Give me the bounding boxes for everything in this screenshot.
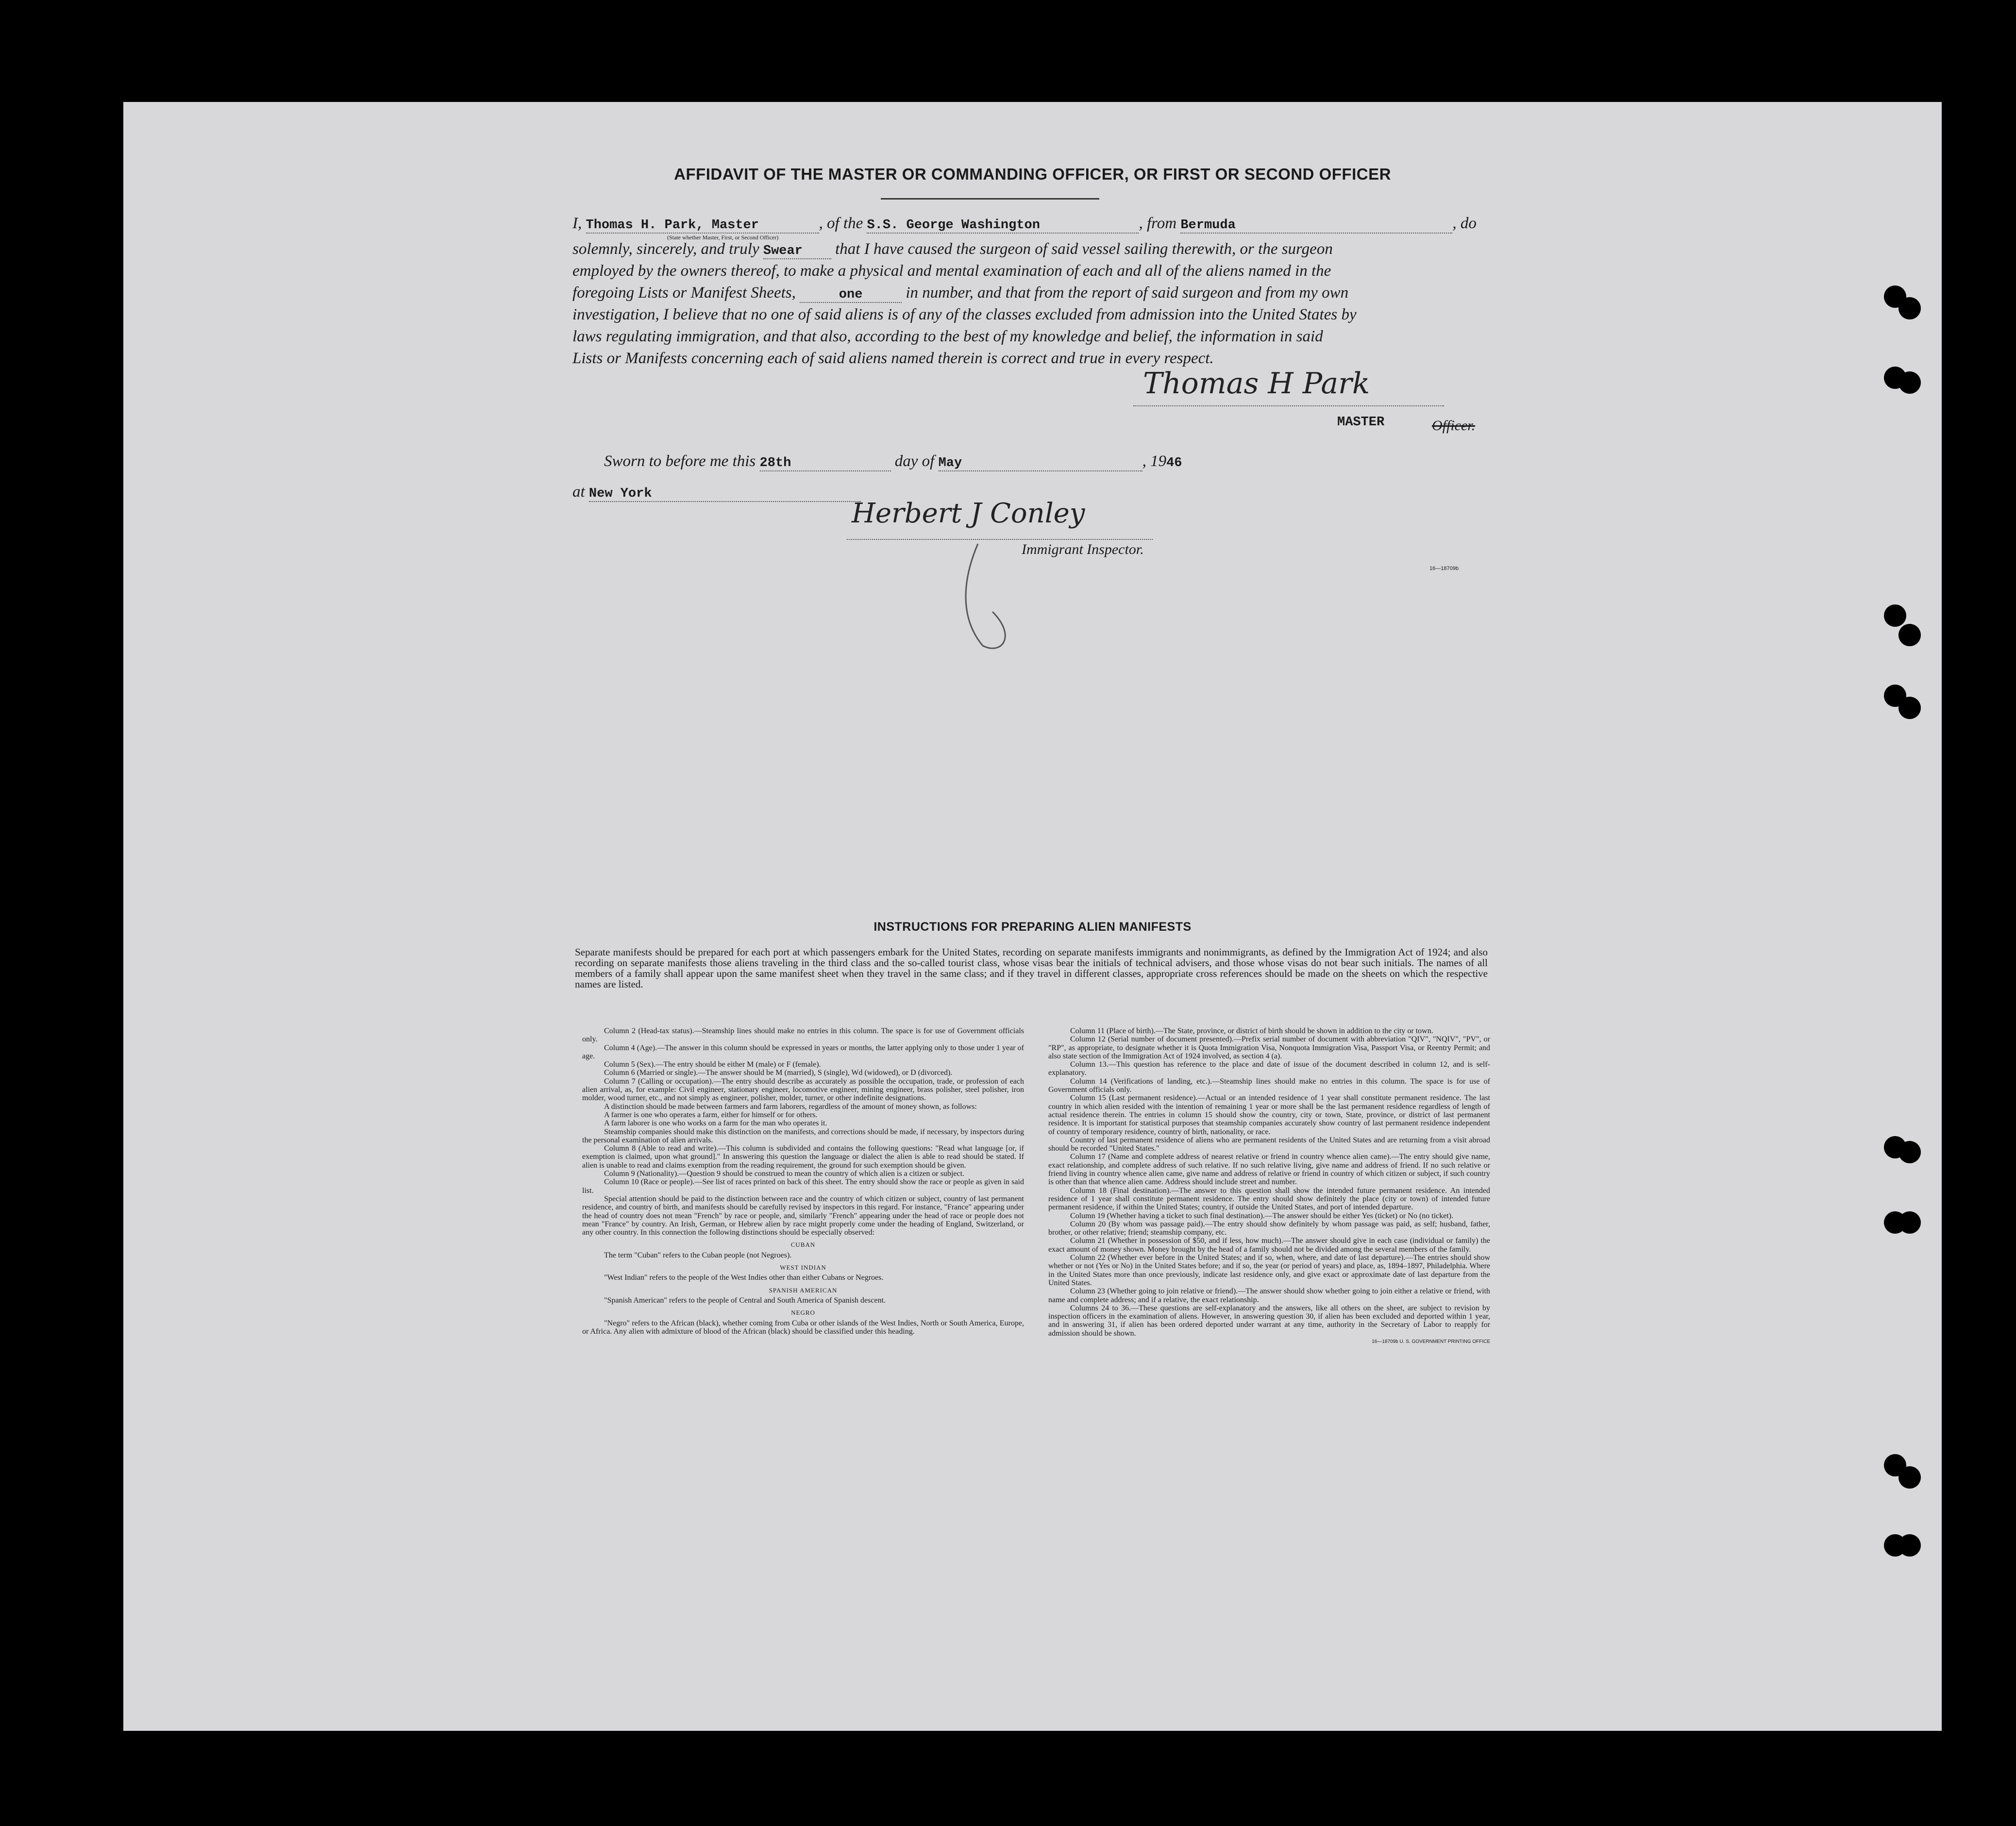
cuban-definition: The term "Cuban" refers to the Cuban people (not Negroes).: [604, 1251, 792, 1259]
instruction-paragraph: Columns 24 to 36.—These questions are self-explanatory and the answers, like all others on the sheet, are subject to revision by inspection officers in the examination of aliens. However, in answering question 30, if alien has been excluded and deported within 1 year, and in answering 31, if alien has been ordered deported under warrant at any time, authority in the Secretary of Labor to reapply for admission should be shown.: [1048, 1304, 1490, 1338]
master-signature: Thomas H Park: [1143, 367, 1370, 401]
instruction-paragraph: A farm laborer is one who works on a farm for the man who operates it.: [604, 1119, 827, 1128]
affidavit-line-1: [572, 215, 1477, 234]
officer-struck: Officer.: [1432, 418, 1476, 434]
inspector-signature: Herbert J Conley: [852, 498, 1085, 529]
instructions-right-column: [1048, 1027, 1490, 1346]
instruction-paragraph: Column 11 (Place of birth).—The State, province, or district of birth should be shown in addition to the city or town.: [1070, 1027, 1433, 1035]
instruction-paragraph: Column 4 (Age).—The answer in this column should be expressed in years or months, the latter applying only to those under 1 year of age.: [582, 1043, 1024, 1060]
spanish-american-definition: "Spanish American" refers to the people of Central and South America of Spanish descent.: [604, 1296, 886, 1305]
manifest-sheets-label: foregoing Lists or Manifest Sheets,: [572, 284, 796, 302]
instruction-paragraph: Column 10 (Race or people).—See list of races printed on back of this sheet. The entry should show the race or people as given in said list.: [582, 1178, 1024, 1195]
instruction-paragraph: Column 8 (Able to read and write).—This column is subdivided and contains the following questions: "Read what language [or, if exemption is claimed, upon what ground]." In answering this question the language or dialect the alien is able to read should be stated. If alien is unable to read and claims exemption from the reading requirement, the ground for such exemption should be given.: [582, 1144, 1024, 1170]
affidavit-text-1: that I have caused the surgeon of said vessel sailing therewith, or the surgeon: [835, 240, 1333, 258]
oath-type: Swear: [763, 244, 803, 258]
affidavit-line-5: investigation, I believe that no one of said aliens is of any of the classes excluded from admission into the United States by: [572, 306, 1357, 323]
sheet-count: one: [839, 287, 863, 302]
instruction-paragraph: A distinction should be made between farmers and farm laborers, regardless of the amount of money shown, as follows:: [604, 1102, 977, 1111]
sworn-line: [604, 452, 1182, 471]
sworn-month: May: [938, 456, 962, 470]
affidavit-line-2: [572, 240, 1333, 259]
instruction-paragraph: Column 22 (Whether ever before in the United States; and if so, when, where, and date of last departure).—The entries should show whether or not (Yes or No) in the United States before; and if so, the year (or period of years) and place, as, 1894–1897, Philadelphia. Where in the United States more than once previously, indicate last residence only, and give exact or approximate date of last departure from the United States.: [1048, 1254, 1490, 1287]
instruction-paragraph: Column 20 (By whom was passage paid).—The entry should show definitely by whom passage was paid, as self; husband, father, brother, or other relative; friend; steamship company, etc.: [1048, 1220, 1490, 1237]
heading-west-indian: WEST INDIAN: [780, 1264, 826, 1272]
officer-rank-note: (State whether Master, First, or Second Officer): [667, 234, 779, 241]
instruction-paragraph: Column 5 (Sex).—The entry should be either M (male) or F (female).: [604, 1060, 821, 1069]
master-name: Thomas H. Park, Master: [586, 218, 759, 233]
instruction-paragraph: Column 19 (Whether having a ticket to such final destination).—The answer should be either Yes (ticket) or No (no ticket).: [1070, 1211, 1454, 1220]
inspector-line: [847, 539, 1153, 540]
instruction-paragraph: Column 7 (Calling or occupation).—The entry should describe as accurately as possible the occupation, trade, or profession of each alien arrival, as, for example: Civil engineer, stationary engineer, locomotive engineer, mining engineer, brass polisher, steel polisher, iron molder, wood turner, etc., and not simply as engineer, polisher, molder, turner, or other indefinite designations.: [582, 1077, 1024, 1103]
affidavit-line-7: Lists or Manifests concerning each of said aliens named therein is correct and true in every respect.: [572, 350, 1214, 367]
sworn-place-line: [572, 483, 861, 502]
instructions-intro: Separate manifests should be prepared for each port at which passengers embark for the United States, recording on separate manifests immigrants and nonimmigrants, as defined by the Immigration Act of 1924; and also recording on separate manifests those aliens traveling in the third class and the so-called tourist class, whose visas bear the initials of technical advisers, and those whose visas do not bear such initials. The names of all members of a family shall appear upon the same manifest sheet when they travel in the same class; and if they travel in different classes, appropriate cross references should be made on the sheets on which the respective names are listed.: [575, 946, 1488, 990]
punch-hole: [1884, 604, 1906, 627]
affidavit-line-3: employed by the owners thereof, to make a physical and mental examination of each and all of the aliens named in the: [572, 262, 1331, 280]
at-label: at: [572, 483, 585, 501]
sworn-day: 28th: [759, 456, 791, 470]
affidavit-line-4: [572, 284, 1348, 303]
sworn-year: 46: [1166, 456, 1182, 470]
instructions-left-column: [582, 1027, 1024, 1336]
instruction-paragraph: Column 14 (Verifications of landing, etc.).—Steamship lines should make no entries in this column. The space is for use of Government officials only.: [1048, 1077, 1490, 1094]
punch-hole: [1898, 371, 1921, 394]
instruction-paragraph: Column 17 (Name and complete address of nearest relative or friend in country whence alien came).—The entry should give name, exact relationship, and complete address of such relative. If no such relative living, give name and address of friend. If no such relative or friend living in country whence alien came, give name and address of relative or friend in country of which citizen or subject, if such country is other than that whence alien came. Address should include street and number.: [1048, 1153, 1490, 1187]
day-of-label: day of: [894, 452, 935, 470]
sworn-place: New York: [588, 486, 652, 501]
affidavit-i: I,: [572, 215, 582, 232]
sworn-label: Sworn to before me this: [604, 452, 756, 470]
solemnly-label: solemnly, sincerely, and truly: [572, 240, 759, 258]
heading-spanish-american: SPANISH AMERICAN: [769, 1286, 838, 1294]
instruction-paragraph: Special attention should be paid to the distinction between race and the country of which citizen or subject, country of last permanent residence, and country of birth, and manifests should be carefully revised by inspectors in this regard. For instance, "France" appearing under the head of country does not mean "French" by race or people, and, similarly "French" appearing under the head of race or people does not mean "France" by country. An Irish, German, or Hebrew alien by race might properly come under the heading of England, Switzerland, or any other country. In this connection the following distinctions should be especially observed:: [582, 1194, 1024, 1237]
instruction-paragraph: Column 23 (Whether going to join relative or friend).—The answer should show whether going to join either a relative or friend, with name and complete address; and if a relative, the exact relationship.: [1048, 1287, 1490, 1304]
heading-cuban: CUBAN: [790, 1241, 816, 1249]
inspector-title: Immigrant Inspector.: [1022, 541, 1144, 557]
title-underline: [881, 198, 1099, 200]
punch-hole: [1898, 1534, 1921, 1557]
vessel-name: S.S. George Washington: [867, 218, 1040, 233]
instruction-paragraph: Steamship companies should make this distinction on the manifests, and corrections should be made, if necessary, by inspectors during the personal examination of alien arrivals.: [582, 1127, 1024, 1144]
instructions-title: INSTRUCTIONS FOR PREPARING ALIEN MANIFESTS: [874, 920, 1192, 934]
signature-flourish: [949, 539, 1017, 655]
signature-line: [1133, 405, 1444, 406]
west-indian-definition: "West Indian" refers to the people of the West Indies other than either Cubans or Negroes.: [604, 1273, 884, 1282]
punch-hole: [1898, 297, 1921, 319]
affidavit-line-6: laws regulating immigration, and that also, according to the best of my knowledge and belief, the information in said: [572, 328, 1323, 345]
do-label: , do: [1452, 215, 1477, 232]
form-number: 16—18709b: [1429, 566, 1459, 571]
heading-negro: NEGRO: [791, 1309, 815, 1317]
instruction-paragraph: Column 18 (Final destination).—The answer to this question shall show the intended future permanent residence. An intended residence of 1 year shall constitute permanent residence. The entry should show definitely the place (city or town) of intended future permanent residence, if within the United States; country, if outside the United States, and port of intended departure.: [1048, 1186, 1490, 1212]
negro-definition: "Negro" refers to the African (black), whether coming from Cuba or other islands of the West Indies, North or South America, Europe, or Africa. Any alien with admixture of blood of the African (black) should be classified under this heading.: [582, 1319, 1024, 1336]
instruction-paragraph: Column 9 (Nationality).—Question 9 should be construed to mean the country of which alien is a citizen or subject.: [604, 1170, 965, 1178]
punch-hole: [1898, 1211, 1921, 1234]
instruction-paragraph: Column 21 (Whether in possession of $50, and if less, how much).—The answer should give in each case (individual or family) the exact amount of money shown. Money brought by the head of a family should not be divided among the several members of the family.: [1048, 1237, 1490, 1254]
punch-hole: [1898, 1466, 1921, 1489]
punch-hole: [1898, 624, 1921, 646]
printing-office-footer: 16—18709b U. S. GOVERNMENT PRINTING OFFICE: [1372, 1339, 1490, 1344]
manifest-sheets-text: in number, and that from the report of said surgeon and from my own: [906, 284, 1349, 302]
of-the-label: , of the: [819, 215, 863, 232]
instruction-paragraph: Column 13.—This question has reference to the place and date of issue of the document described in column 12, and is self-explanatory.: [1048, 1060, 1490, 1077]
year-prefix: , 19: [1142, 452, 1167, 470]
punch-hole: [1898, 1141, 1921, 1163]
master-rank: MASTER: [1337, 415, 1385, 430]
departure-port: Bermuda: [1180, 218, 1236, 233]
instruction-paragraph: Country of last permanent residence of aliens who are permanent residents of the United States and are returning from a visit abroad should be recorded "United States.": [1048, 1136, 1490, 1153]
instruction-paragraph: Column 2 (Head-tax status).—Steamship lines should make no entries in this column. The space is for use of Government officials only.: [582, 1027, 1024, 1044]
from-label: , from: [1139, 215, 1177, 232]
affidavit-title: AFFIDAVIT OF THE MASTER OR COMMANDING OFFICER, OR FIRST OR SECOND OFFICER: [674, 165, 1391, 183]
instruction-paragraph: Column 15 (Last permanent residence).—Actual or an intended residence of 1 year shall constitute permanent residence. The last country in which alien resided with the intention of remaining 1 year or more shall be the last permanent residence regardless of length of actual residence therein. The entries in column 15 should show the country, city or town, State, province, or district of last permanent residence. It is important for statistical purposes that steamship companies accurately show country of last permanent residence independent of country of temporary residence, country of birth, nationality, or race.: [1048, 1094, 1490, 1136]
instruction-paragraph: Column 6 (Married or single).—The answer should be M (married), S (single), Wd (widowed), or D (divorced).: [604, 1069, 953, 1077]
instruction-paragraph: A farmer is one who operates a farm, either for himself or for others.: [604, 1110, 818, 1119]
punch-hole: [1898, 697, 1921, 719]
document-page: [123, 102, 1942, 1731]
instruction-paragraph: Column 12 (Serial number of document presented).—Prefix serial number of document with abbreviation "QIV", "NQIV", "PV", or "RP", as appropriate, to designate whether it is Quota Immigration Visa, Nonquota Immigration Visa, Passport Visa, or Reentry Permit; and also state section of the Immigration Act of 1924 involved, as section 4 (a).: [1048, 1035, 1490, 1060]
